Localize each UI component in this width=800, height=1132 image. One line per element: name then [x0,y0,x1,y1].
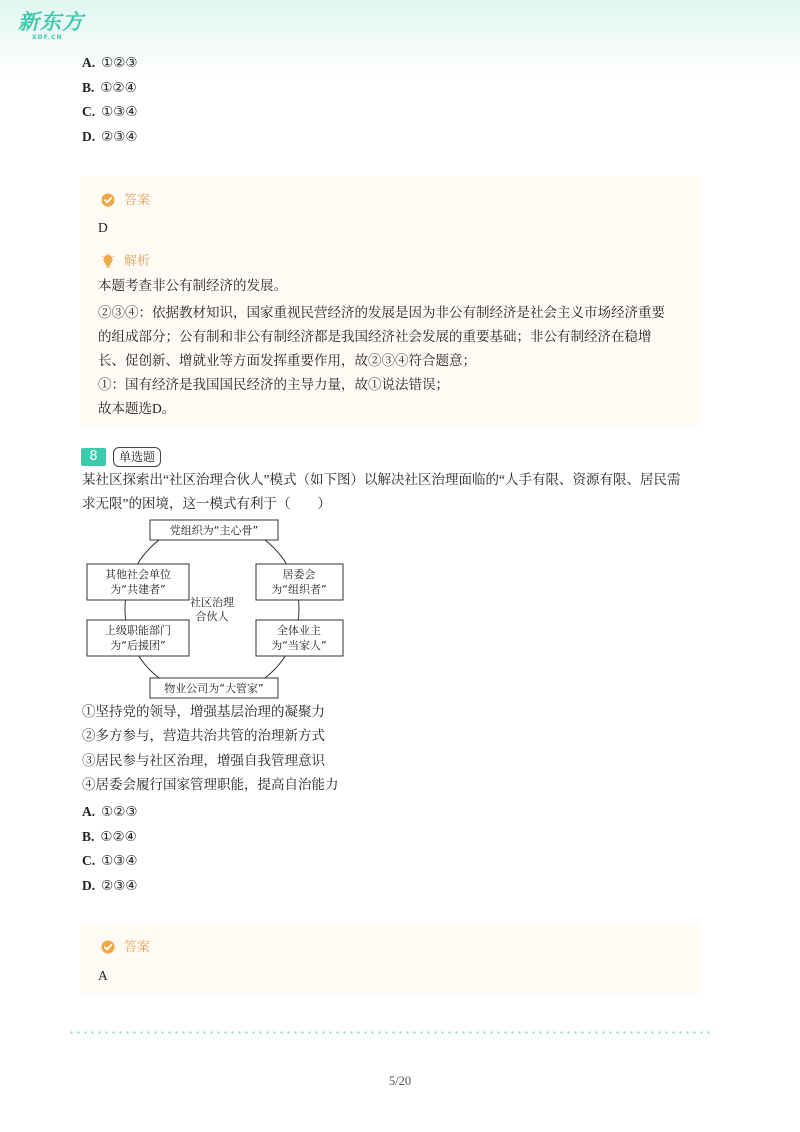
diagram-right-top-line1: 居委会 [282,568,316,581]
answer-value-q8: A [98,968,108,983]
answer-panel-q8 [80,924,700,994]
check-badge-icon [100,192,116,208]
lightbulb-icon [100,253,116,269]
answer-panel [80,176,700,426]
diagram-left-bottom-line1: 上级职能部门 [105,624,171,637]
statement-3: ③居民参与社区治理，增强自我管理意识 [82,753,325,768]
option-d: D. ②③④ [82,878,138,893]
diagram-right-bottom-line1: 全体业主 [277,624,321,637]
check-badge-icon [100,939,116,955]
partner-diagram [82,516,352,702]
analysis-line-4: 故本题选D。 [98,401,176,416]
statement-4: ④居委会履行国家管理职能，提高自治能力 [82,777,339,792]
logo [18,10,84,41]
prev-option-b: B. ①②④ [82,80,137,95]
dotted-divider [68,1031,710,1034]
diagram-left-bottom-line2: 为“后援团” [110,639,166,652]
diagram-right-top-line2: 为“组织者” [271,583,327,596]
answer-heading: 答案 [100,191,150,209]
analysis-line-2: ②③④：依据教材知识，国家重视民营经济的发展是因为非公有制经济是社会主义市场经济重要的组成部分；公有制和非公有制经济都是我国经济社会发展的重要基础；非公有制经济在稳增长、促创新、增就业等方面发挥重要作用，故②③④符合题意； [98,305,665,368]
prev-option-c: C. ①③④ [82,104,138,119]
diagram-left-top-line1: 其他社会单位 [105,568,171,581]
analysis-heading: 解析 [100,252,150,270]
question-type-badge: 单选题 [113,447,161,467]
analysis-line-1: 本题考查非公有制经济的发展。 [98,278,287,293]
option-c: C. ①③④ [82,853,138,868]
analysis-line-3: ①：国有经济是我国国民经济的主导力量，故①说法错误； [98,377,449,392]
option-b: B. ①②④ [82,829,137,844]
page-number: 5/20 [388,1074,412,1088]
diagram-center-line1: 社区治理 [190,596,234,609]
diagram-top-label: 党组织为“主心骨” [169,524,259,537]
prev-option-a: A. ①②③ [82,55,138,70]
diagram-center-line2: 合伙人 [195,610,229,623]
question-number-badge: 8 [81,448,106,466]
answer-value: D [98,220,108,235]
diagram-bottom-label: 物业公司为“大管家” [164,682,264,695]
question-stem: 某社区探索出“社区治理合伙人”模式（如下图）以解决社区治理面临的“人手有限、资源有限、居民需求无限”的困境，这一模式有利于（ ） [82,472,681,511]
logo-subtext: XDF.CN [32,34,63,41]
statement-2: ②多方参与，营造共治共管的治理新方式 [82,728,325,743]
diagram-left-top-line2: 为“共建者” [110,583,166,596]
prev-option-d: D. ②③④ [82,129,138,144]
statement-1: ①坚持党的领导，增强基层治理的凝聚力 [82,704,325,719]
logo-text: 新东方 [18,10,84,34]
option-a: A. ①②③ [82,804,138,819]
diagram-right-bottom-line2: 为“当家人” [271,639,327,652]
answer-heading-q8: 答案 [100,938,150,956]
